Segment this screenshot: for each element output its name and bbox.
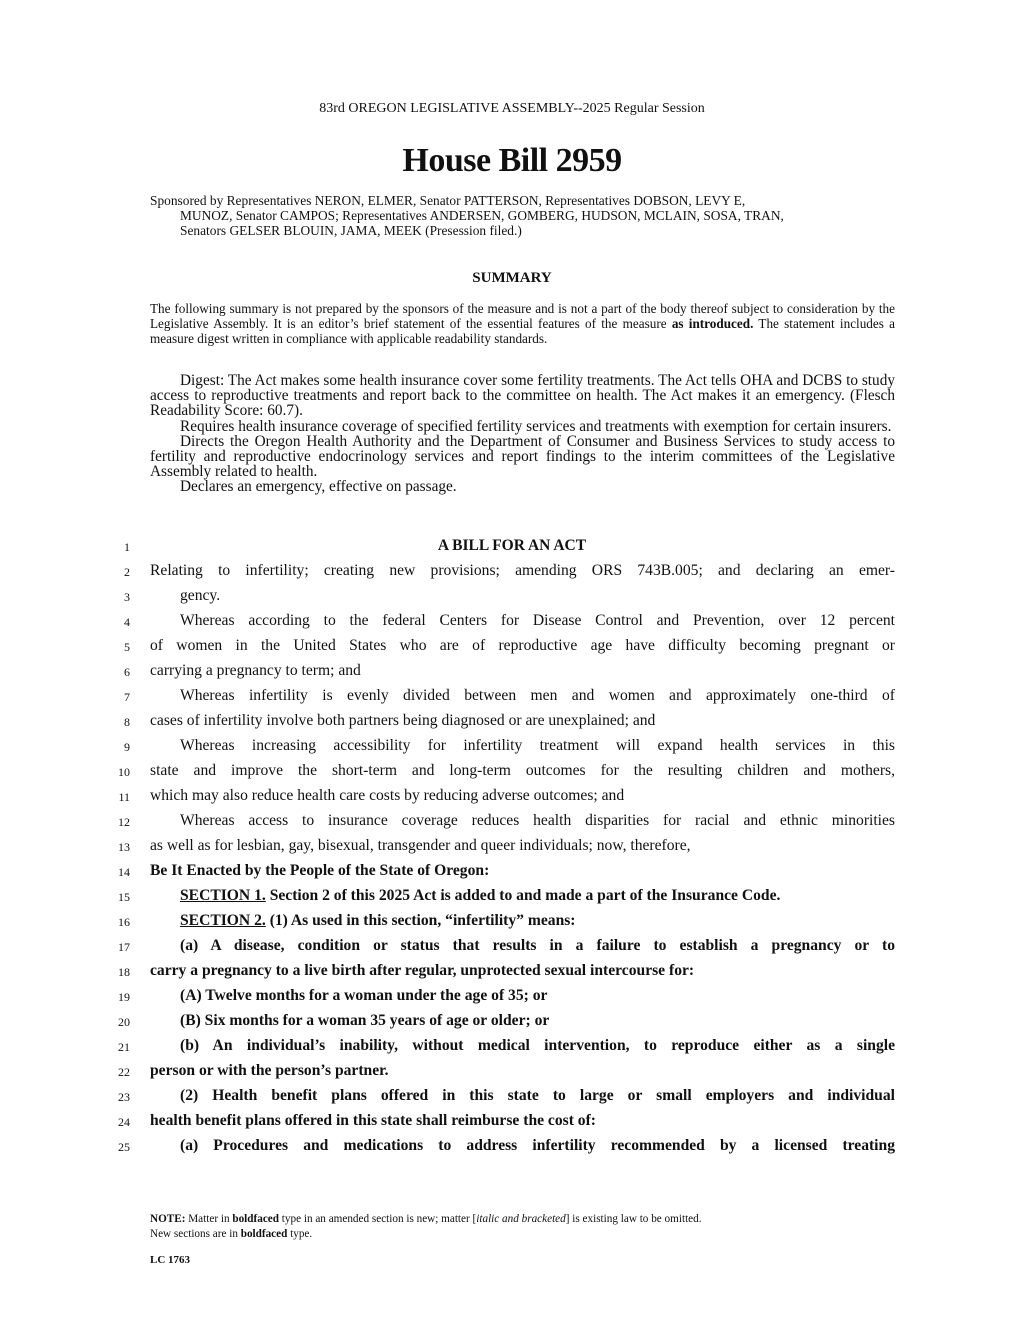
sponsors-block: [150, 193, 895, 238]
line-number: 14: [118, 865, 130, 879]
line-number: 15: [118, 890, 130, 904]
summary-heading: SUMMARY: [472, 270, 552, 286]
line-number: 3: [124, 590, 130, 604]
line-number: 24: [118, 1115, 130, 1129]
note-line-1: [150, 1212, 895, 1227]
bill-line: Whereas according to the federal Centers for Disease Control and Prevention, over 12 percent: [180, 612, 895, 629]
bill-line: (a) A disease, condition or status that results in a failure to establish a pregnancy or to: [180, 937, 895, 954]
bill-heading: A BILL FOR AN ACT: [437, 537, 587, 554]
note-text: New sections are in: [150, 1228, 241, 1240]
note-text: type.: [287, 1228, 313, 1240]
line-number: 21: [118, 1040, 130, 1054]
summary-intro-text-b: The statement includes a measure digest written in compliance with applicable readability standards.: [150, 316, 895, 346]
line-number: 4: [124, 615, 130, 629]
session-header: 83rd OREGON LEGISLATIVE ASSEMBLY--2025 Regular Session: [319, 101, 705, 116]
line-number: 16: [118, 915, 130, 929]
line-number: 1: [124, 540, 130, 554]
sponsors-line-3: Senators GELSER BLOUIN, JAMA, MEEK (Presession filed.): [180, 223, 522, 238]
bill-line: health benefit plans offered in this state shall reimburse the cost of:: [150, 1112, 596, 1129]
note-bold: boldfaced: [240, 1228, 288, 1240]
line-number: 10: [118, 765, 130, 779]
line-number: 2: [124, 565, 130, 579]
bill-line: carrying a pregnancy to term; and: [150, 662, 361, 679]
line-number: 22: [118, 1065, 130, 1079]
line-number: 25: [118, 1140, 130, 1154]
line-number: 11: [118, 790, 130, 804]
line-number: 17: [118, 940, 130, 954]
sponsors-line-1: Sponsored by Representatives NERON, ELMER, Senator PATTERSON, Representatives DOBSON, LEVY E,: [150, 193, 746, 208]
bill-line: which may also reduce health care costs by reducing adverse outcomes; and: [150, 787, 625, 804]
bill-line: gency.: [180, 587, 221, 604]
bill-line: cases of infertility involve both partners being diagnosed or are unexplained; and: [150, 712, 656, 729]
note-text: type in an amended section is new; matter [: [278, 1213, 477, 1225]
digest-paragraph: Digest: The Act makes some health insurance cover some fertility treatments. The Act tells OHA and DCBS to study access to reproductive treatments and report back to the committee on health. The Act makes it an emergency. (Flesch Readability Score: 60.7).: [150, 372, 895, 420]
note-line-2: [150, 1227, 895, 1242]
digest-paragraph: Declares an emergency, effective on passage.: [180, 478, 457, 496]
section-2-line: [150, 912, 895, 930]
summary-intro-text-a: The following summary is not prepared by the sponsors of the measure and is not a part of the body thereof subject to consideration by the Legislative Assembly. It is an editor’s brief statement of the essential features of the measure: [150, 301, 895, 331]
line-number: 18: [118, 965, 130, 979]
line-number: 19: [118, 990, 130, 1004]
section-2-label: SECTION 2.: [180, 912, 266, 929]
digest-block: [150, 373, 895, 495]
section-2-text: (1) As used in this section, “infertility” means:: [265, 912, 576, 929]
bill-line: of women in the United States who are of reproductive age have difficulty becoming pregnant or: [150, 637, 895, 654]
bill-line: state and improve the short-term and long-term outcomes for the resulting children and mothers,: [150, 762, 895, 779]
digest-paragraph: Requires health insurance coverage of specified fertility services and treatments with exemption for certain insurers.: [180, 417, 892, 435]
bill-line: (a) Procedures and medications to address infertility recommended by a licensed treating: [180, 1137, 895, 1154]
bill-line: (B) Six months for a woman 35 years of age or older; or: [180, 1012, 550, 1029]
bill-line: Whereas increasing accessibility for infertility treatment will expand health services in this: [180, 737, 895, 754]
summary-intro: [150, 301, 895, 346]
bill-line: person or with the person’s partner.: [150, 1062, 389, 1079]
note-text: Matter in: [185, 1213, 233, 1225]
digest-paragraph: Directs the Oregon Health Authority and the Department of Consumer and Business Services to study access to fertility and reproductive endocrinology services and report findings to the interim committees of the Legislative Assembly related to health.: [150, 432, 895, 481]
bill-line: carry a pregnancy to a live birth after regular, unprotected sexual intercourse for:: [150, 962, 695, 979]
section-1-text: Section 2 of this 2025 Act is added to and made a part of the Insurance Code.: [265, 887, 781, 904]
note-italic: italic and bracketed: [476, 1213, 566, 1225]
bill-title: House Bill 2959: [402, 142, 622, 179]
section-1-line: [150, 887, 895, 905]
line-number: 7: [124, 690, 130, 704]
line-number: 5: [124, 640, 130, 654]
bill-line: Whereas infertility is evenly divided between men and women and approximately one-third of: [180, 687, 895, 704]
sponsors-line-2: MUNOZ, Senator CAMPOS; Representatives ANDERSEN, GOMBERG, HUDSON, MCLAIN, SOSA, TRAN,: [180, 208, 784, 223]
bill-line: Whereas access to insurance coverage reduces health disparities for racial and ethnic minorities: [180, 812, 895, 829]
footer-note: [150, 1212, 895, 1242]
note-bold: boldfaced: [232, 1213, 279, 1225]
note-label: NOTE:: [150, 1213, 186, 1225]
bill-line: (2) Health benefit plans offered in this state to large or small employers and individual: [180, 1087, 895, 1104]
section-1-label: SECTION 1.: [180, 887, 266, 904]
summary-intro-bold: as introduced.: [671, 316, 754, 331]
line-number: 20: [118, 1015, 130, 1029]
bill-line: (A) Twelve months for a woman under the age of 35; or: [180, 987, 548, 1004]
bill-line: as well as for lesbian, gay, bisexual, transgender and queer individuals; now, therefore,: [150, 837, 691, 854]
line-number: 6: [124, 665, 130, 679]
line-number: 12: [118, 815, 130, 829]
bill-line: Relating to infertility; creating new provisions; amending ORS 743B.005; and declaring an emer-: [150, 562, 895, 579]
line-number: 9: [124, 740, 130, 754]
note-text: ] is existing law to be omitted.: [565, 1213, 702, 1225]
enacting-clause: Be It Enacted by the People of the State of Oregon:: [150, 862, 490, 879]
line-number: 8: [124, 715, 130, 729]
line-number: 23: [118, 1090, 130, 1104]
lc-number: LC 1763: [150, 1254, 191, 1266]
line-number: 13: [118, 840, 130, 854]
bill-line: (b) An individual’s inability, without medical intervention, to reproduce either as a single: [180, 1037, 895, 1054]
